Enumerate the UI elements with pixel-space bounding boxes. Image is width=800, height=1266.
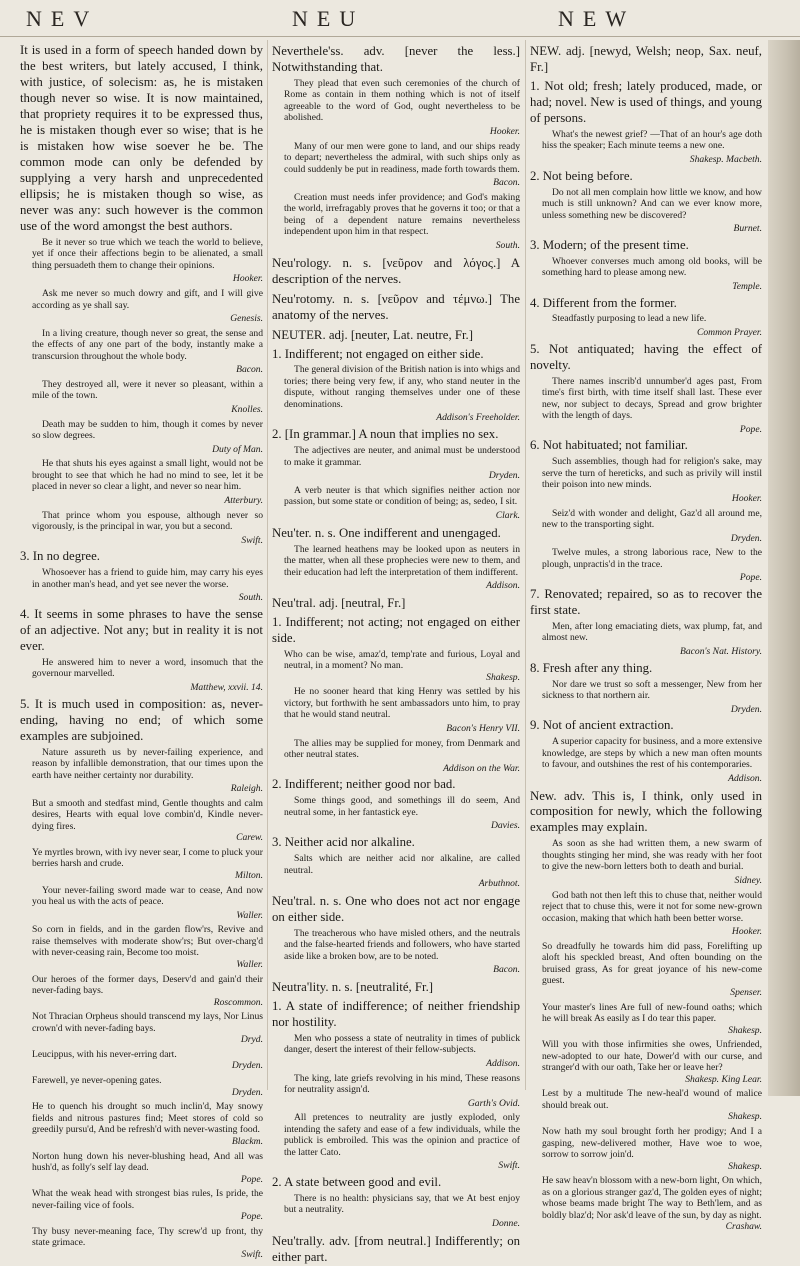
author: South. — [495, 239, 520, 251]
author: Addison. — [486, 1057, 520, 1069]
author: Hooker. — [489, 125, 520, 137]
header-center: NEU — [292, 6, 365, 31]
verse: Who can be wise, amaz'd, temp'rate and furious, Loyal and neutral, in a moment? No man. — [284, 648, 520, 672]
sense-text: 2. [In grammar.] A noun that implies no sex. — [272, 427, 499, 442]
author: Arbuthnot. — [478, 878, 520, 889]
author: Dryden. — [730, 703, 762, 715]
author: Dryden. — [488, 470, 520, 482]
sense-text: 1. A state of indifference; of neither friendship nor hostility. — [272, 998, 520, 1029]
author: Burnet. — [733, 223, 762, 235]
author: Genesis. — [230, 313, 263, 325]
quotation: Whoever converses much among old books, will be something hard to please among new. — [542, 255, 762, 279]
author: Bacon's Henry VII. — [446, 722, 520, 734]
quotation: Your never-failing sword made war to cease, And now you heal us with the acts of peace. — [32, 884, 263, 908]
verse: But a smooth and stedfast mind, Gentle thoughts and calm desires, Hearts with equal love combin'd, Kindle never-dying fires. — [32, 797, 263, 832]
headword-entry: NEW. adj. [newyd, Welsh; neop, Sax. neuf, Fr.] — [530, 44, 762, 74]
author: Swift. — [241, 1248, 263, 1260]
column-left — [20, 40, 263, 1260]
quotation: They plead that even such ceremonies of the church of Rome as contain in them nothing which is not of itself agreeable to the word of God, ought nevertheless to be abolished. — [284, 77, 520, 124]
quotation: The general division of the British nation is into whigs and tories; there being very few, if any, who stand neuter in the dispute, without ranging themselves under one of these denominations. — [284, 364, 520, 410]
author: Dryd. — [240, 1034, 263, 1046]
author: Addison. — [486, 580, 520, 592]
headword-entry: New. adv. This is, I think, only used in composition for newly, which the following examples may explain. — [530, 788, 762, 835]
author: Common Prayer. — [696, 326, 762, 338]
quotation: Ask me never so much dowry and gift, and I will give according as ye shall say. — [32, 288, 263, 311]
quotation: What's the newest grief? —That of an hour's age doth hiss the speaker; Each minute teems a new one. — [542, 128, 762, 152]
author: Bacon. — [236, 364, 263, 376]
quotation: Whosoever has a friend to guide him, may carry his eyes in another man's head, and yet see never the worse. — [32, 567, 263, 590]
quotation: He no sooner heard that king Henry was settled by his victory, but forthwith he sent ambassadors unto him, to pray that he would stand neutral. — [284, 686, 520, 721]
sense-text: 3. Modern; of the present time. — [530, 237, 689, 252]
quotation: He that shuts his eyes against a small light, would not be brought to see that which he had no mind to see, let it be placed in never so clear a light, and never so near him. — [32, 458, 263, 493]
quotation: In a living creature, though never so great, the sense and the effects of any one part of the body, instantly make a transcursion throughout the whole body. — [32, 327, 263, 362]
verse: Farewell, ye never-opening gates. — [32, 1075, 162, 1087]
quotation: There is no health: physicians say, that we At best enjoy but a neutrality. — [284, 1192, 520, 1216]
verse: Thy busy never-meaning face, Thy screw'd up front, thy state grimace. — [32, 1225, 263, 1249]
author: Donne. — [492, 1217, 520, 1229]
verse: Will you with those infirmities she owes, Unfriended, new-adopted to our hate, Dower'd with our curse, and stranger'd with our oath, Take her or leave her? — [542, 1039, 762, 1074]
headword-entry: Neu'trally. adv. [from neutral.] Indifferently; on either part. — [272, 1233, 520, 1264]
verse: Norton hung down his never-blushing head, And all was hush'd, as folly's self lay dead. — [32, 1150, 263, 1174]
quotation: Men who possess a state of neutrality in times of publick danger, desert the interest of their fellow-subjects. — [284, 1032, 520, 1056]
sense-text: 4. It seems in some phrases to have the sense of an adjective. Not any; but in reality it is not ever. — [20, 606, 263, 653]
quotation: The treacherous who have misled others, and the neutrals and the false-hearted friends and followers, who have started aside like a broken bow, are to be noted. — [284, 927, 520, 962]
sense-text: 7. Renovated; repaired, so as to recover the first state. — [530, 586, 762, 617]
author: Bacon's Nat. History. — [679, 645, 762, 657]
verse: Now hath my soul brought forth her prodigy; And I a gasping, new-delivered mother, Have woe to woe, sorrow to sorrow join'd. — [542, 1126, 762, 1161]
quotation: All pretences to neutrality are justly exploded, only intending the safety and ease of a few individuals, while the publick is embroiled. This was the opinion and practice of the latter Cato. — [284, 1112, 520, 1158]
quotation: Many of our men were gone to land, and our ships ready to depart; nevertheless the admiral, with such ships only as could suddenly be put in readiness, made forth towards them. — [284, 140, 520, 175]
sense-text: 5. It is much used in composition: as, never-ending, having no end; of which some examples are subjoined. — [20, 696, 263, 743]
author: Carew. — [236, 832, 263, 844]
author: Pope. — [240, 1211, 263, 1223]
author: Garth's Ovid. — [467, 1097, 520, 1109]
author: Duty of Man. — [212, 443, 263, 455]
headword-entry: Neu'rology. n. s. [νεῦρον and λόγος.] A description of the nerves. — [272, 255, 520, 286]
sense-text: 1. Indifferent; not acting; not engaged on either side. — [272, 614, 520, 645]
running-header — [0, 4, 800, 36]
author: Pope. — [240, 1173, 263, 1185]
sense-text: 9. Not of ancient extraction. — [530, 718, 674, 733]
sense-text: 1. Not old; fresh; lately produced, made, or had; novel. New is used of things, and young of persons. — [530, 78, 762, 125]
quotation: There names inscrib'd unnumber'd ages past, From time's first birth, with time itself shall last. These ever new, nor subject to decays, Spread and grow brighter with the length of days. — [542, 375, 762, 422]
author: Matthew, xxvii. 14. — [190, 681, 263, 693]
author: Shakesp. — [486, 671, 520, 683]
quotation: Twelve mules, a strong laborious race, New to the plough, unpractis'd in the trace. — [542, 547, 762, 570]
quotation: Salts which are neither acid nor alkaline, are called neutral. — [284, 853, 520, 876]
quotation: The adjectives are neuter, and animal must be understood to make it grammar. — [284, 445, 520, 468]
headword-entry: Neu'ter. n. s. One indifferent and unengaged. — [272, 525, 501, 540]
headword-entry: Neu'tral. adj. [neutral, Fr.] — [272, 595, 406, 610]
author: Blackm. — [231, 1135, 263, 1147]
verse: What the weak head with strongest bias rules, Is pride, the never-failing vice of fools. — [32, 1188, 263, 1211]
quotation: Seiz'd with wonder and delight, Gaz'd all around me, new to the transporting sight. — [542, 507, 762, 531]
header-rule — [0, 36, 800, 37]
author: Swift. — [241, 534, 263, 546]
headword-entry: Neverthele'ss. adv. [never the less.] Notwithstanding that. — [272, 44, 520, 74]
quotation: He answered him to never a word, insomuch that the governour marvelled. — [32, 656, 263, 680]
sense-text: 1. Indifferent; not engaged on either side. — [272, 346, 484, 361]
author: Hooker. — [731, 926, 762, 938]
sense-text: It is used in a form of speech handed down by the best writers, but lately accused, I think, with justice, of solecism: as, he is mistaken though never so wise. It is now maintained, that propriety requires it to be expressed thus, he is mistaken though ever so wise; that is he is mistaken how wise soever he be. The common mode can only be defended by supplying a very harsh and unprecedented ellipsis; he is mistaken though so wise, as never was any: such however is the common use of the word amongst the best authors. — [20, 43, 263, 233]
author: Waller. — [236, 909, 263, 921]
quotation: As soon as she had written them, a new swarm of thoughts stinging her mind, she was ready with her foot to give the new-born letters both to death and burial. — [542, 838, 762, 873]
quotation: Be it never so true which we teach the world to believe, yet if once their affections begin to be alienated, a small thing persuadeth them to change their opinions. — [32, 236, 263, 271]
sense-text: 6. Not habituated; not familiar. — [530, 438, 688, 453]
header-right: NEW — [558, 6, 636, 31]
author: Pope. — [739, 572, 762, 584]
verse: Not Thracian Orpheus should transcend my lays, Nor Linus crown'd with never-fading bays. — [32, 1011, 263, 1034]
author: Hooker. — [232, 273, 263, 285]
sense-text: 5. Not antiquated; having the effect of novelty. — [530, 341, 762, 372]
column-divider — [267, 40, 268, 1090]
verse: Leucippus, with his never-erring dart. — [32, 1048, 177, 1060]
headword-entry: NEUTER. adj. [neuter, Lat. neutre, Fr.] — [272, 327, 473, 342]
page-binding-edge — [768, 40, 800, 1096]
author: Bacon. — [493, 177, 520, 189]
verse: Your master's lines Are full of new-found oaths; which he will break As easily as I do tear this paper. — [542, 1001, 762, 1025]
author: Bacon. — [493, 964, 520, 976]
author: Shakesp. — [728, 1024, 762, 1036]
sense-text: 2. Not being before. — [530, 168, 633, 183]
author: Roscommon. — [213, 996, 263, 1008]
headword-entry: Neu'rotomy. n. s. [νεῦρον and τέμνω.] The anatomy of the nerves. — [272, 291, 520, 322]
verse: Ye myrtles brown, with ivy never sear, I come to pluck your berries harsh and crude. — [32, 846, 263, 870]
author: Temple. — [732, 280, 762, 292]
author: Addison's Freeholder. — [436, 412, 520, 424]
headword-entry: Neutra'lity. n. s. [neutralité, Fr.] — [272, 979, 434, 994]
author: Addison. — [728, 772, 762, 784]
author: Addison on the War. — [443, 762, 520, 774]
quotation: Such assemblies, though had for religion's sake, may serve the turn of hereticks, and such as privily will instil their poison into new minds. — [542, 456, 762, 491]
header-left: NEV — [26, 6, 99, 31]
verse: Lest by a multitude The new-heal'd wound of malice should break out. — [542, 1088, 762, 1111]
author: Dryden. — [231, 1086, 263, 1098]
author: Atterbury. — [224, 494, 263, 506]
author: Raleigh. — [230, 783, 263, 795]
author: Davies. — [490, 820, 520, 832]
author: Sidney. — [734, 874, 762, 886]
quotation: Creation must needs infer providence; and God's making the world, irrefragably proves that he governs it too; or that a being of a dependent nature remains nevertheless independent upon him in that respect. — [284, 191, 520, 238]
verse: So corn in fields, and in the garden flow'rs, Revive and raise themselves with moderate show'rs; But over-charg'd with never-ceasing rain, Become too moist. — [32, 924, 263, 959]
quotation: That prince whom you espouse, although never so vigorously, is the principal in war, you but a second. — [32, 509, 263, 533]
quotation: Men, after long emaciating diets, wax plump, fat, and almost new. — [542, 620, 762, 644]
quotation: They destroyed all, were it never so pleasant, within a mile of the town. — [32, 378, 263, 402]
verse: Our heroes of the former days, Deserv'd and gain'd their never-fading bays. — [32, 973, 263, 997]
quotation: Nor dare we trust so soft a messenger, New from her sickness to that northern air. — [542, 678, 762, 702]
author: Hooker. — [731, 492, 762, 504]
sense-text: 8. Fresh after any thing. — [530, 660, 653, 675]
headword-entry: Neu'tral. n. s. One who does not act nor engage on either side. — [272, 893, 520, 924]
quotation: A superior capacity for business, and a more extensive knowledge, are steps by which a new man often mounts to favour, and outshines the rest of his contemporaries. — [542, 736, 762, 771]
column-right — [530, 40, 762, 1233]
quotation: God bath not then left this to chuse that, neither would reject that to chuse this, were it not for some new-grown occasion, making that which hath been better worse. — [542, 889, 762, 924]
author: Shakesp. Macbeth. — [689, 153, 762, 165]
author: Clark. — [495, 509, 520, 521]
author: Knolles. — [231, 403, 263, 415]
sense-text: 4. Different from the former. — [530, 295, 677, 310]
verse: So dreadfully he towards him did pass, Forelifting up aloft his speckled breast, And often bounding on the bruised grass, As for great joyance of his new-come guest. — [542, 940, 762, 987]
author: Pope. — [739, 423, 762, 435]
quotation: A verb neuter is that which signifies neither action nor passion, but some state or condition of being; as, sedeo, I sit. — [284, 484, 520, 508]
author: Crashaw. — [725, 1221, 762, 1233]
quotation: Death may be sudden to him, though it comes by never so slow degrees. — [32, 418, 263, 442]
author: Swift. — [498, 1160, 520, 1172]
author: Waller. — [236, 958, 263, 970]
author: Shakesp. — [728, 1111, 762, 1123]
author: South. — [238, 592, 263, 604]
sense-text: 3. In no degree. — [20, 549, 100, 564]
verse: He to quench his drought so much inclin'd, May snowy fields and nitrous pastures find; Meet stores of cold so greedily pursu'd, And be refresh'd with never-wasting food. — [32, 1101, 263, 1136]
author: Shakesp. — [728, 1160, 762, 1172]
quotation: The learned heathens may be looked upon as neuters in the matter, when all these prophecies were new to them, and their education had left the interpretation of them indifferent. — [284, 543, 520, 578]
quotation: Steadfastly purposing to lead a new life. — [552, 313, 707, 325]
author: Dryden. — [730, 532, 762, 544]
author: Spenser. — [730, 986, 762, 998]
sense-text: 2. Indifferent; neither good nor bad. — [272, 777, 456, 792]
author: Dryden. — [231, 1060, 263, 1072]
author: Milton. — [235, 869, 263, 881]
quotation: Some things good, and somethings ill do seem, And neutral some, in her fantastick eye. — [284, 795, 520, 818]
quotation: The allies may be supplied for money, from Denmark and other neutral states. — [284, 737, 520, 761]
column-divider — [525, 40, 526, 1090]
quotation: Nature assureth us by never-failing experience, and reason by infallible demonstration, that our times upon the earth have neither certainty nor durability. — [32, 746, 263, 781]
quotation: The king, late griefs revolving in his mind, These reasons for neutrality assign'd. — [284, 1072, 520, 1096]
sense-text: 2. A state between good and evil. — [272, 1174, 442, 1189]
author: Shakesp. King Lear. — [685, 1073, 762, 1085]
quotation: Do not all men complain how little we know, and how much is still unknown? And can we ever know more, unless something new be discovered? — [542, 186, 762, 221]
sense-text: 3. Neither acid nor alkaline. — [272, 835, 415, 850]
column-middle — [272, 40, 520, 1264]
verse: He saw heav'n blossom with a new-born light, On which, as on a glorious stranger gaz'd, The golden eyes of night; whose beams made bright The way to Beth'lem, and as boldly blaz'd; Nor ask'd leave of the sun, by day as night. — [542, 1175, 762, 1221]
